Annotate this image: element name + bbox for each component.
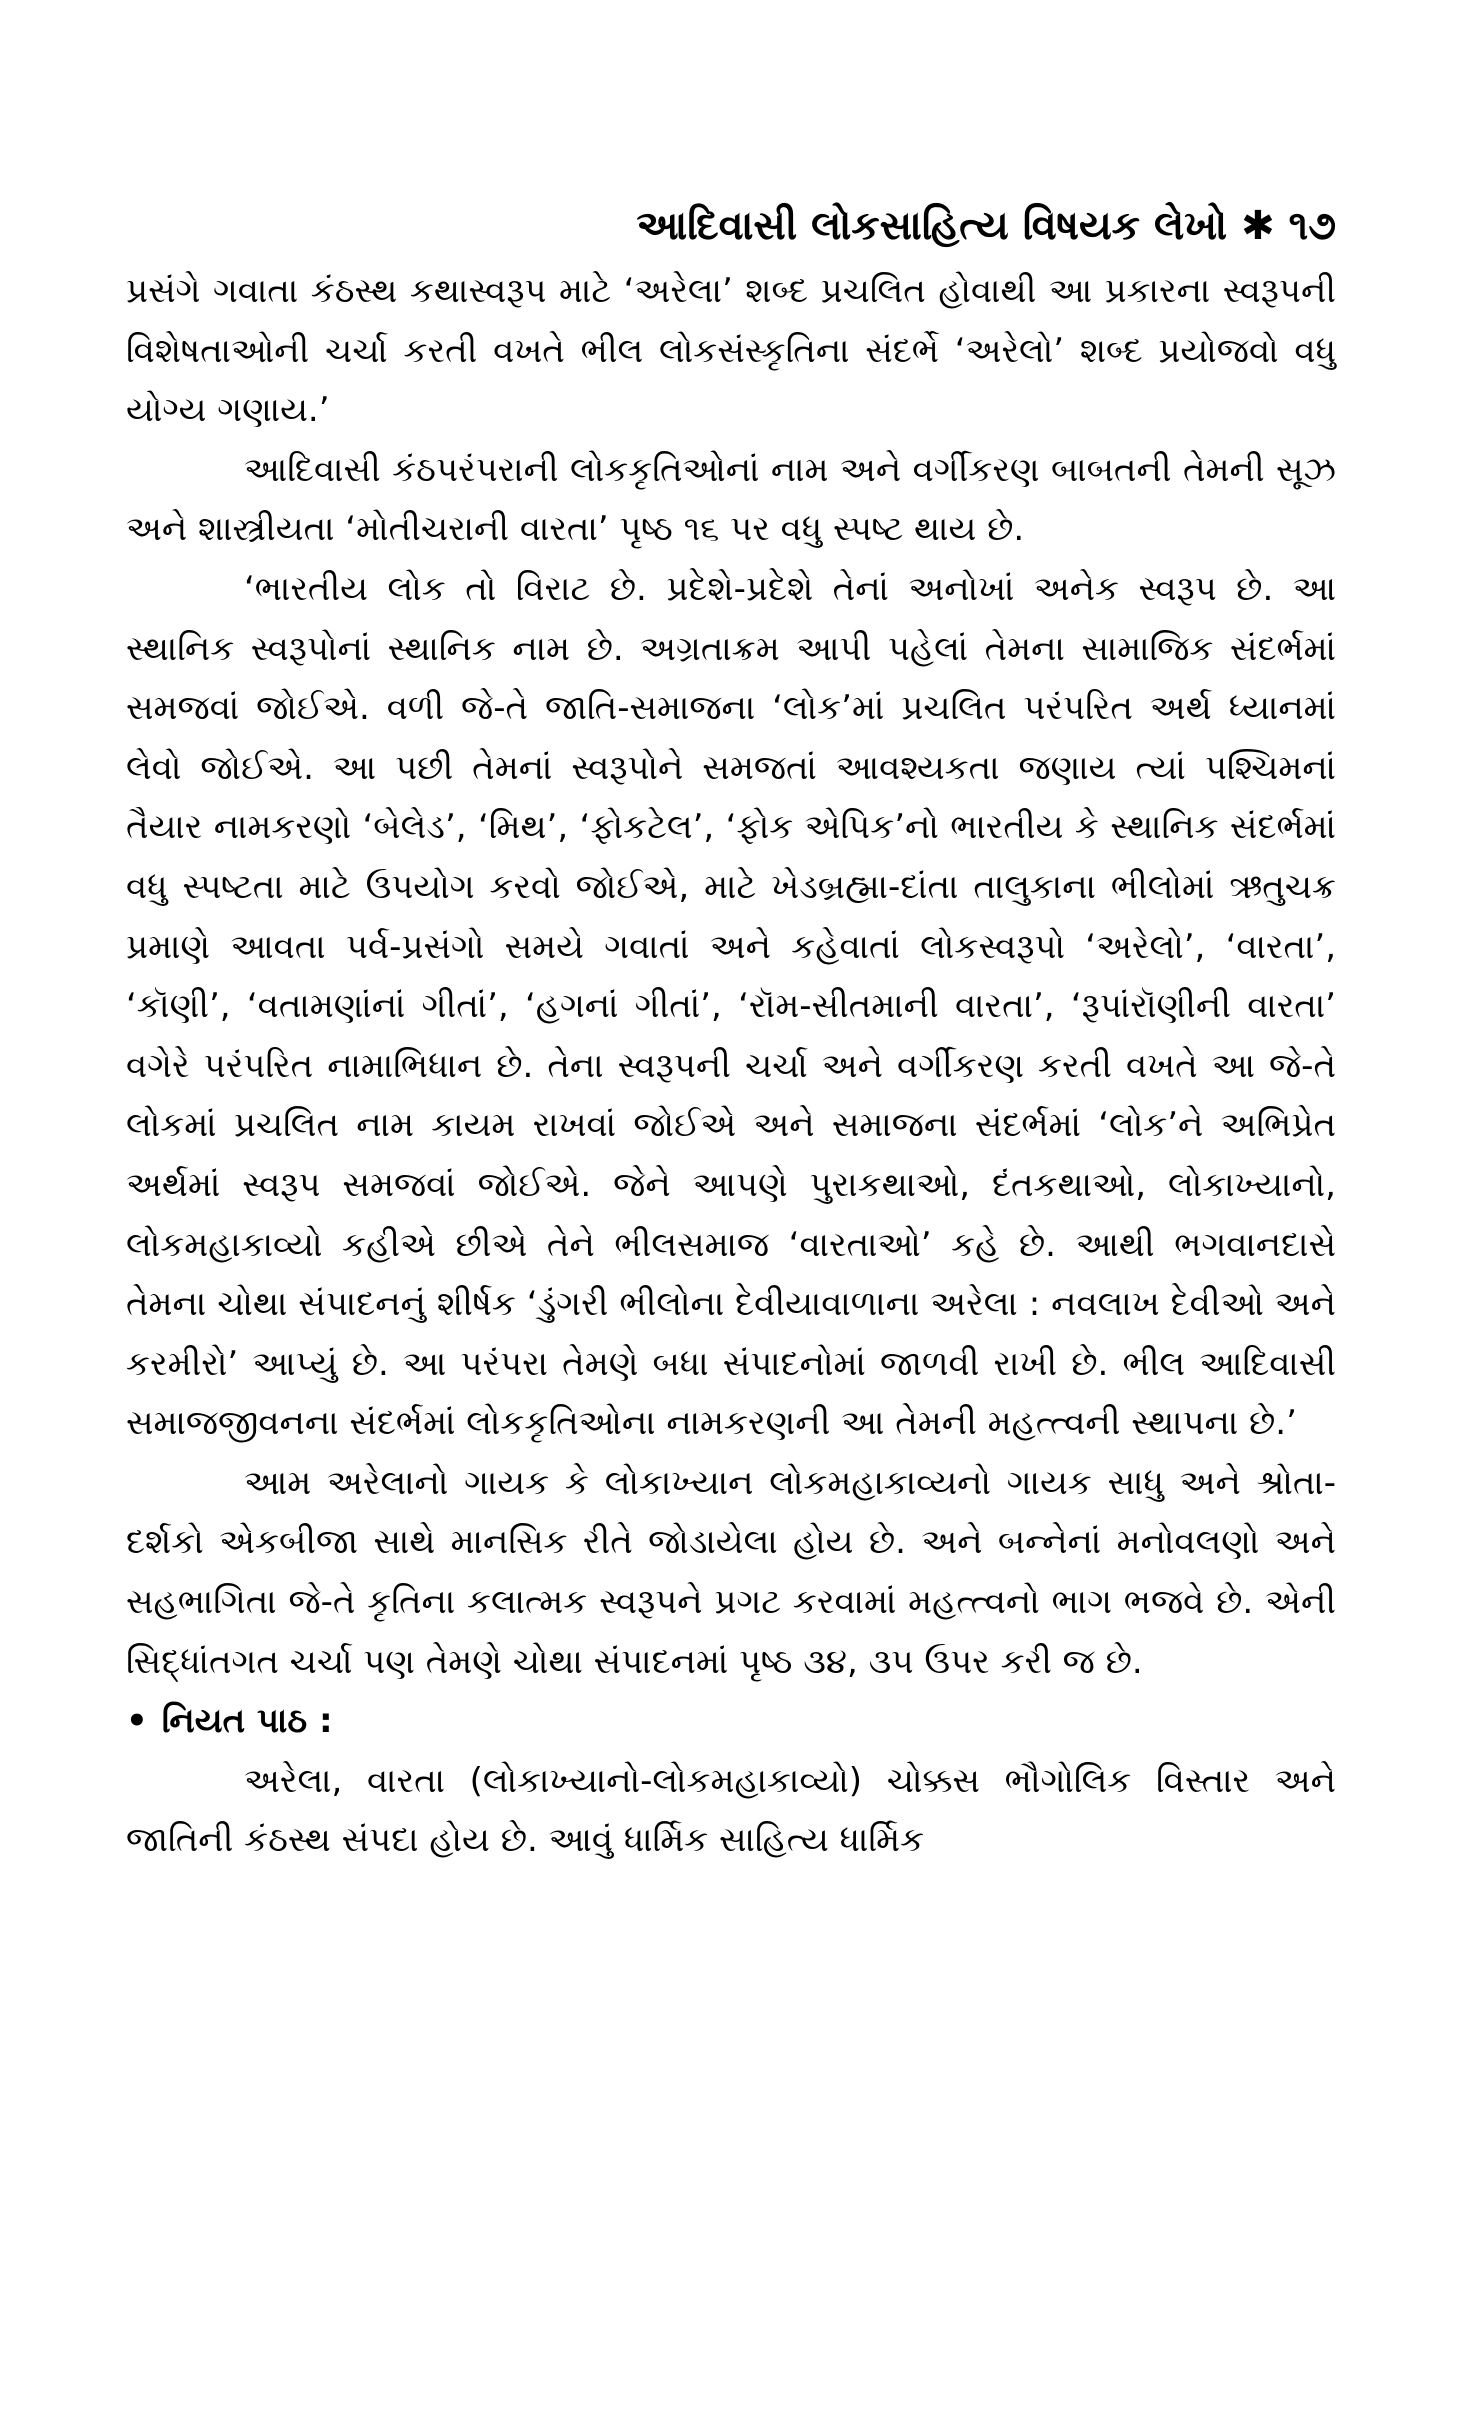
header-title: આદિવાસી લોકસાહિત્ય વિષયક લેખો xyxy=(636,203,1228,249)
paragraph: આદિવાસી કંઠપરંપરાની લોકકૃતિઓનાં નામ અને વર્ગીકરણ બાબતની તેમની સૂઝ અને શાસ્ત્રીયતા ‘મોતીચરાની વારતા’ પૃષ્ઠ ૧૬ પર વધુ સ્પષ્ટ થાય છે. xyxy=(126,449,1336,550)
section-heading xyxy=(126,1692,1336,1752)
bullet-icon: • xyxy=(126,1701,148,1742)
paragraph: આમ અરેલાનો ગાયક કે લોકાખ્યાન લોકમહાકાવ્યનો ગાયક સાધુ અને શ્રોતા-દર્શકો એકબીજા સાથે માનસિક રીતે જોડાયેલા હોય છે. અને બન્નેનાં મનોવલણો અને સહભાગિતા જે-તે કૃતિના કલાત્મક સ્વરૂપને પ્રગટ કરવામાં મહત્ત્વનો ભાગ ભજવે છે. એની સિદ્ધાંતગત ચર્ચા પણ તેમણે ચોથા સંપાદનમાં પૃષ્ઠ ૩૪, ૩૫ ઉપર કરી જ છે. xyxy=(126,1462,1336,1682)
page-number: ૧૭ xyxy=(1288,203,1336,249)
section-heading-text: નિયત પાઠ : xyxy=(161,1701,333,1742)
body-text xyxy=(126,262,1336,1871)
paragraph: અરેલા, વારતા (લોકાખ્યાનો-લોકમહાકાવ્યો) ચોક્કસ ભૌગોલિક વિસ્તાર અને જાતિની કંઠસ્થ સંપદા હોય છે. આવું ધાર્મિક સાહિત્ય ધાર્મિક xyxy=(126,1760,1336,1861)
running-header xyxy=(126,196,1336,256)
paragraph-continuation: પ્રસંગે ગવાતા કંઠસ્થ કથાસ્વરૂપ માટે ‘અરેલા’ શબ્દ પ્રચલિત હોવાથી આ પ્રકારના સ્વરૂપની વિશેષતાઓની ચર્ચા કરતી વખતે ભીલ લોકસંસ્કૃતિના સંદર્ભે ‘અરેલો’ શબ્દ પ્રયોજવો વધુ યોગ્ય ગણાય.’ xyxy=(126,271,1336,431)
paragraph-quotation: ‘ભારતીય લોક તો વિરાટ છે. પ્રદેશે-પ્રદેશે તેનાં અનોખાં અનેક સ્વરૂપ છે. આ સ્થાનિક સ્વરૂપોનાં સ્થાનિક નામ છે. અગ્રતાક્રમ આપી પહેલાં તેમના સામાજિક સંદર્ભમાં સમજવાં જોઈએ. વળી જે-તે જાતિ-સમાજના ‘લોક’માં પ્રચલિત પરંપરિત અર્થ ધ્યાનમાં લેવો જોઈએ. આ પછી તેમનાં સ્વરૂપોને સમજતાં આવશ્યકતા જણાય ત્યાં પશ્ચિમનાં તૈયાર નામકરણો ‘બેલેડ’, ‘મિથ’, ‘ફોકટેલ’, ‘ફોક એપિક’નો ભારતીય કે સ્થાનિક સંદર્ભમાં વધુ સ્પષ્ટતા માટે ઉપયોગ કરવો જોઈએ, માટે ખેડબ્રહ્મા-દાંતા તાલુકાના ભીલોમાં ઋતુચક્ર પ્રમાણે આવતા પર્વ-પ્રસંગો સમયે ગવાતાં અને કહેવાતાં લોકસ્વરૂપો ‘અરેલો’, ‘વારતા’, ‘કૉણી’, ‘વતામણાંનાં ગીતાં’, ‘હગનાં ગીતાં’, ‘રૉમ-સીતમાની વારતા’, ‘રૂપાંરૉણીની વારતા’ વગેરે પરંપરિત નામાભિધાન છે. તેના સ્વરૂપની ચર્ચા અને વર્ગીકરણ કરતી વખતે આ જે-તે લોકમાં પ્રચલિત નામ કાયમ રાખવાં જોઈએ અને સમાજના સંદર્ભમાં ‘લોક’ને અભિપ્રેત અર્થમાં સ્વરૂપ સમજવાં જોઈએ. જેને આપણે પુરાકથાઓ, દંતકથાઓ, લોકાખ્યાનો, લોકમહાકાવ્યો કહીએ છીએ તેને ભીલસમાજ ‘વારતાઓ’ કહે છે. આથી ભગવાનદાસે તેમના ચોથા સંપાદનનું શીર્ષક ‘ડુંગરી ભીલોના દેવીયાવાળાના અરેલા : નવલાખ દેવીઓ અને કરમીરો’ આપ્યું છે. આ પરંપરા તેમણે બધા સંપાદનોમાં જાળવી રાખી છે. ભીલ આદિવાસી સમાજજીવનના સંદર્ભમાં લોકકૃતિઓના નામકરણની આ તેમની મહત્ત્વની સ્થાપના છે.’ xyxy=(126,568,1336,1444)
asterisk-separator-icon: ✱ xyxy=(1241,203,1275,249)
